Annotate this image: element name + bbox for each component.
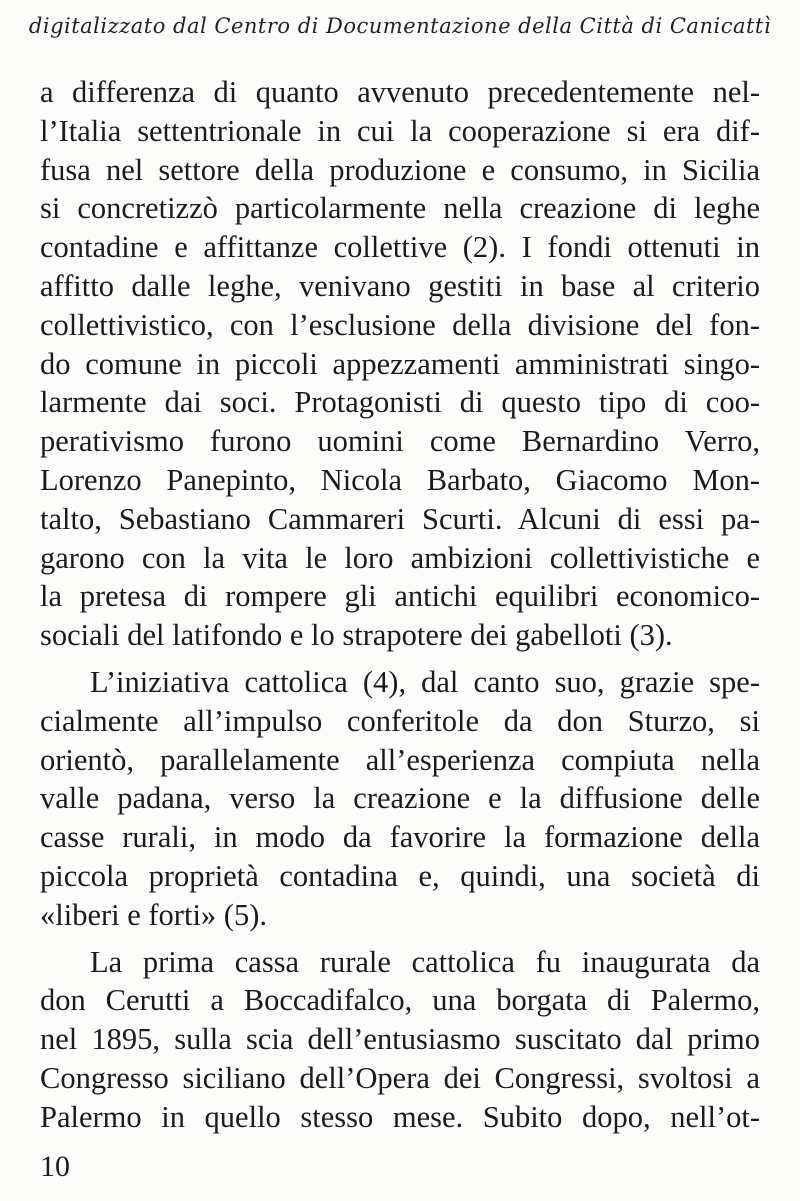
text-line: «liberi e forti» (5). — [40, 897, 267, 932]
text-line: perativismo furono uomini come Bernardino Verro, — [40, 424, 760, 459]
text-line: piccola proprietà contadina e, quindi, una società di — [40, 858, 760, 893]
text-line: contadine e affittanze collettive (2). I fondi ottenuti in — [40, 230, 760, 265]
text-line: orientò, parallelamente all’esperienza compiuta nella — [40, 742, 760, 777]
text-line: valle padana, verso la creazione e la diffusione delle — [40, 781, 760, 816]
digitization-watermark: digitalizzato dal Centro di Documentazione della Città di Canicattì — [28, 14, 772, 38]
text-line: Palermo in quello stesso mese. Subito dopo, nell’ot- — [40, 1099, 760, 1134]
text-line: do comune in piccoli appezzamenti amministrati singo- — [40, 346, 760, 381]
paragraph — [40, 73, 760, 655]
paragraph-gap — [40, 935, 760, 943]
text-line: don Cerutti a Boccadifalco, una borgata di Palermo, — [40, 983, 760, 1018]
text-line: cialmente all’impulso conferitole da don Sturzo, si — [40, 703, 760, 738]
text-line: Congresso siciliano dell’Opera dei Congressi, svoltosi a — [40, 1060, 760, 1095]
text-line: affitto dalle leghe, venivano gestiti in base al criterio — [40, 268, 760, 303]
paragraph — [40, 663, 760, 935]
text-line: Lorenzo Panepinto, Nicola Barbato, Giacomo Mon- — [40, 462, 760, 497]
text-line: garono con la vita le loro ambizioni collettivistiche e — [40, 540, 760, 575]
text-line: sociali del latifondo e lo strapotere dei gabelloti (3). — [40, 618, 673, 653]
text-line: fusa nel settore della produzione e consumo, in Sicilia — [40, 152, 760, 187]
text-line: a differenza di quanto avvenuto precedentemente nel- — [40, 75, 760, 109]
text-line: l’Italia settentrionale in cui la cooperazione si era dif- — [40, 113, 760, 148]
text-line: casse rurali, in modo da favorire la formazione della — [40, 820, 760, 855]
paragraph-gap — [40, 655, 760, 663]
text-line: La prima cassa rurale cattolica fu inaugurata da — [90, 944, 760, 979]
body-text — [40, 73, 760, 1137]
page-number: 10 — [40, 1150, 70, 1183]
text-line: larmente dai soci. Protagonisti di questo tipo di coo- — [40, 385, 760, 420]
text-line: talto, Sebastiano Cammareri Scurti. Alcuni di essi pa- — [40, 501, 760, 536]
text-line: si concretizzò particolarmente nella creazione di leghe — [40, 191, 760, 226]
text-line: la pretesa di rompere gli antichi equilibri economico- — [40, 579, 760, 614]
text-line: collettivistico, con l’esclusione della divisione del fon- — [40, 307, 760, 342]
text-line: nel 1895, sulla scia dell’entusiasmo suscitato dal primo — [40, 1022, 760, 1057]
paragraph — [40, 943, 760, 1137]
text-line: L’iniziativa cattolica (4), dal canto suo, grazie spe- — [90, 664, 760, 699]
